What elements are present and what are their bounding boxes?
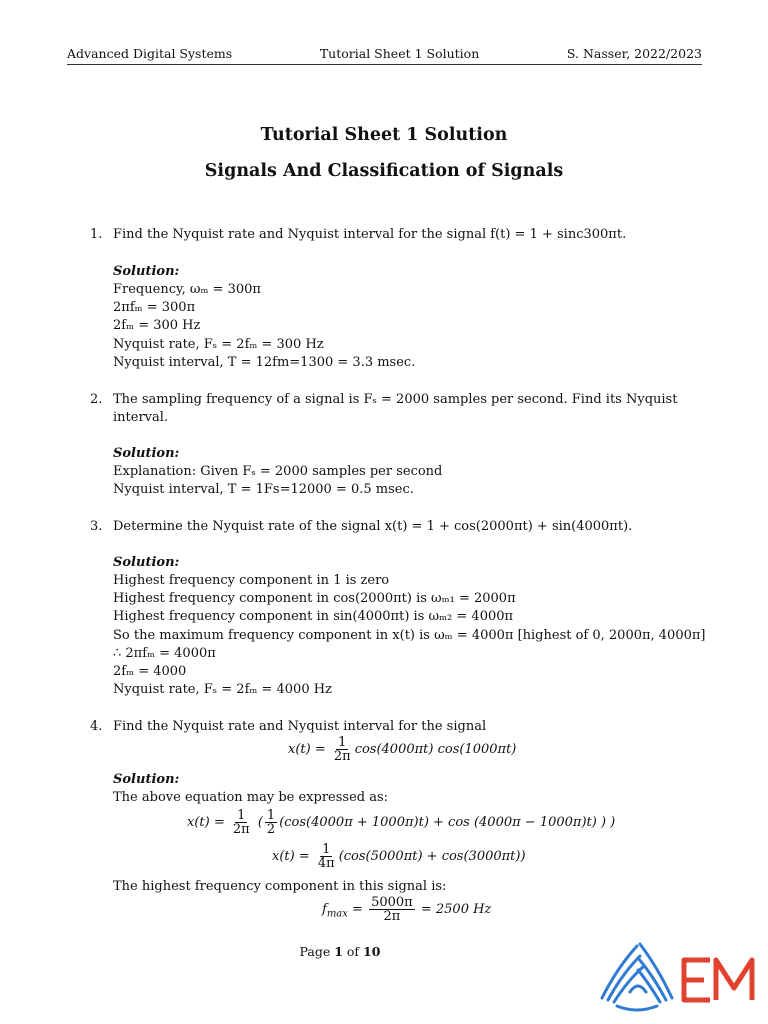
q1-number: 1. [90,227,103,242]
q3-solution-label: Solution: [113,555,180,570]
q1-line: 2πfₘ = 300π [113,300,196,315]
q1-line: Nyquist interval, T = 12fm=1300 = 3.3 msec. [113,355,416,370]
header-left: Advanced Digital Systems [67,46,233,61]
q3-line: Highest frequency component in sin(4000πt) is ωₘ₂ = 4000π [113,609,514,624]
q2-question: The sampling frequency of a signal is Fₛ = 2000 samples per second. Find its Nyquist [113,392,678,407]
header-right: S. Nasser, 2022/2023 [566,46,702,61]
q4-equation-fmax: $f_{max}$ = $\frac{5000\pi}{2\pi}$ = 2500 Hz [322,895,492,924]
q4-highest-text: The highest frequency component in this signal is: [113,879,447,894]
q4-expressed-text: The above equation may be expressed as: [113,790,389,805]
page-header [67,46,702,65]
q3-line: ∴ 2πfₘ = 4000π [113,646,216,661]
q4-equation-simplified: x(t) = $\frac{1}{4\pi}$ (cos(5000πt) + cos(3000πt)) [272,842,526,871]
q2-line: Nyquist interval, T = 1Fs=12000 = 0.5 msec. [113,482,414,497]
q2-number: 2. [90,392,103,407]
q4-equation-signal: x(t) = $\frac{1}{2\pi}$ cos(4000πt) cos(1000πt) [288,735,517,764]
q3-line: 2fₘ = 4000 [113,664,187,679]
q3-question: Determine the Nyquist rate of the signal x(t) = 1 + cos(2000πt) + sin(4000πt). [113,519,633,534]
q3-line: Highest frequency component in cos(2000πt) is ωₘ₁ = 2000π [113,591,516,606]
document-subtitle: Signals And Classification of Signals [204,161,564,181]
header-center: Tutorial Sheet 1 Solution [319,46,480,61]
q3-line: Nyquist rate, Fₛ = 2fₘ = 4000 Hz [113,682,332,697]
q3-line: Highest frequency component in 1 is zero [113,573,390,588]
q2-question-cont: interval. [113,410,169,425]
q4-question: Find the Nyquist rate and Nyquist interval for the signal [113,719,487,734]
page-number: Page 1 of 10 [299,944,381,959]
q3-number: 3. [90,519,103,534]
q4-equation-expanded: x(t) = $\frac{1}{2\pi}$ ( $\frac{1}{2}$ (cos(4000π + 1000π)t) + cos (4000π − 1000π)t) ) ) [187,808,616,837]
q1-line: 2fₘ = 300 Hz [113,318,201,333]
q1-question: Find the Nyquist rate and Nyquist interval for the signal f(t) = 1 + sinc300πt. [113,227,627,242]
q1-line: Frequency, ωₘ = 300π [113,282,261,297]
university-logo [592,928,764,1018]
q3-line: So the maximum frequency component in x(t) is ωₘ = 4000π [highest of 0, 2000π, 4000π] [113,628,706,643]
q1-solution-label: Solution: [113,264,180,279]
q4-number: 4. [90,719,103,734]
q2-solution-label: Solution: [113,446,180,461]
q1-line: Nyquist rate, Fₛ = 2fₘ = 300 Hz [113,337,324,352]
document-title: Tutorial Sheet 1 Solution [260,125,508,145]
q4-solution-label: Solution: [113,772,180,787]
q2-line: Explanation: Given Fₛ = 2000 samples per second [113,464,443,479]
